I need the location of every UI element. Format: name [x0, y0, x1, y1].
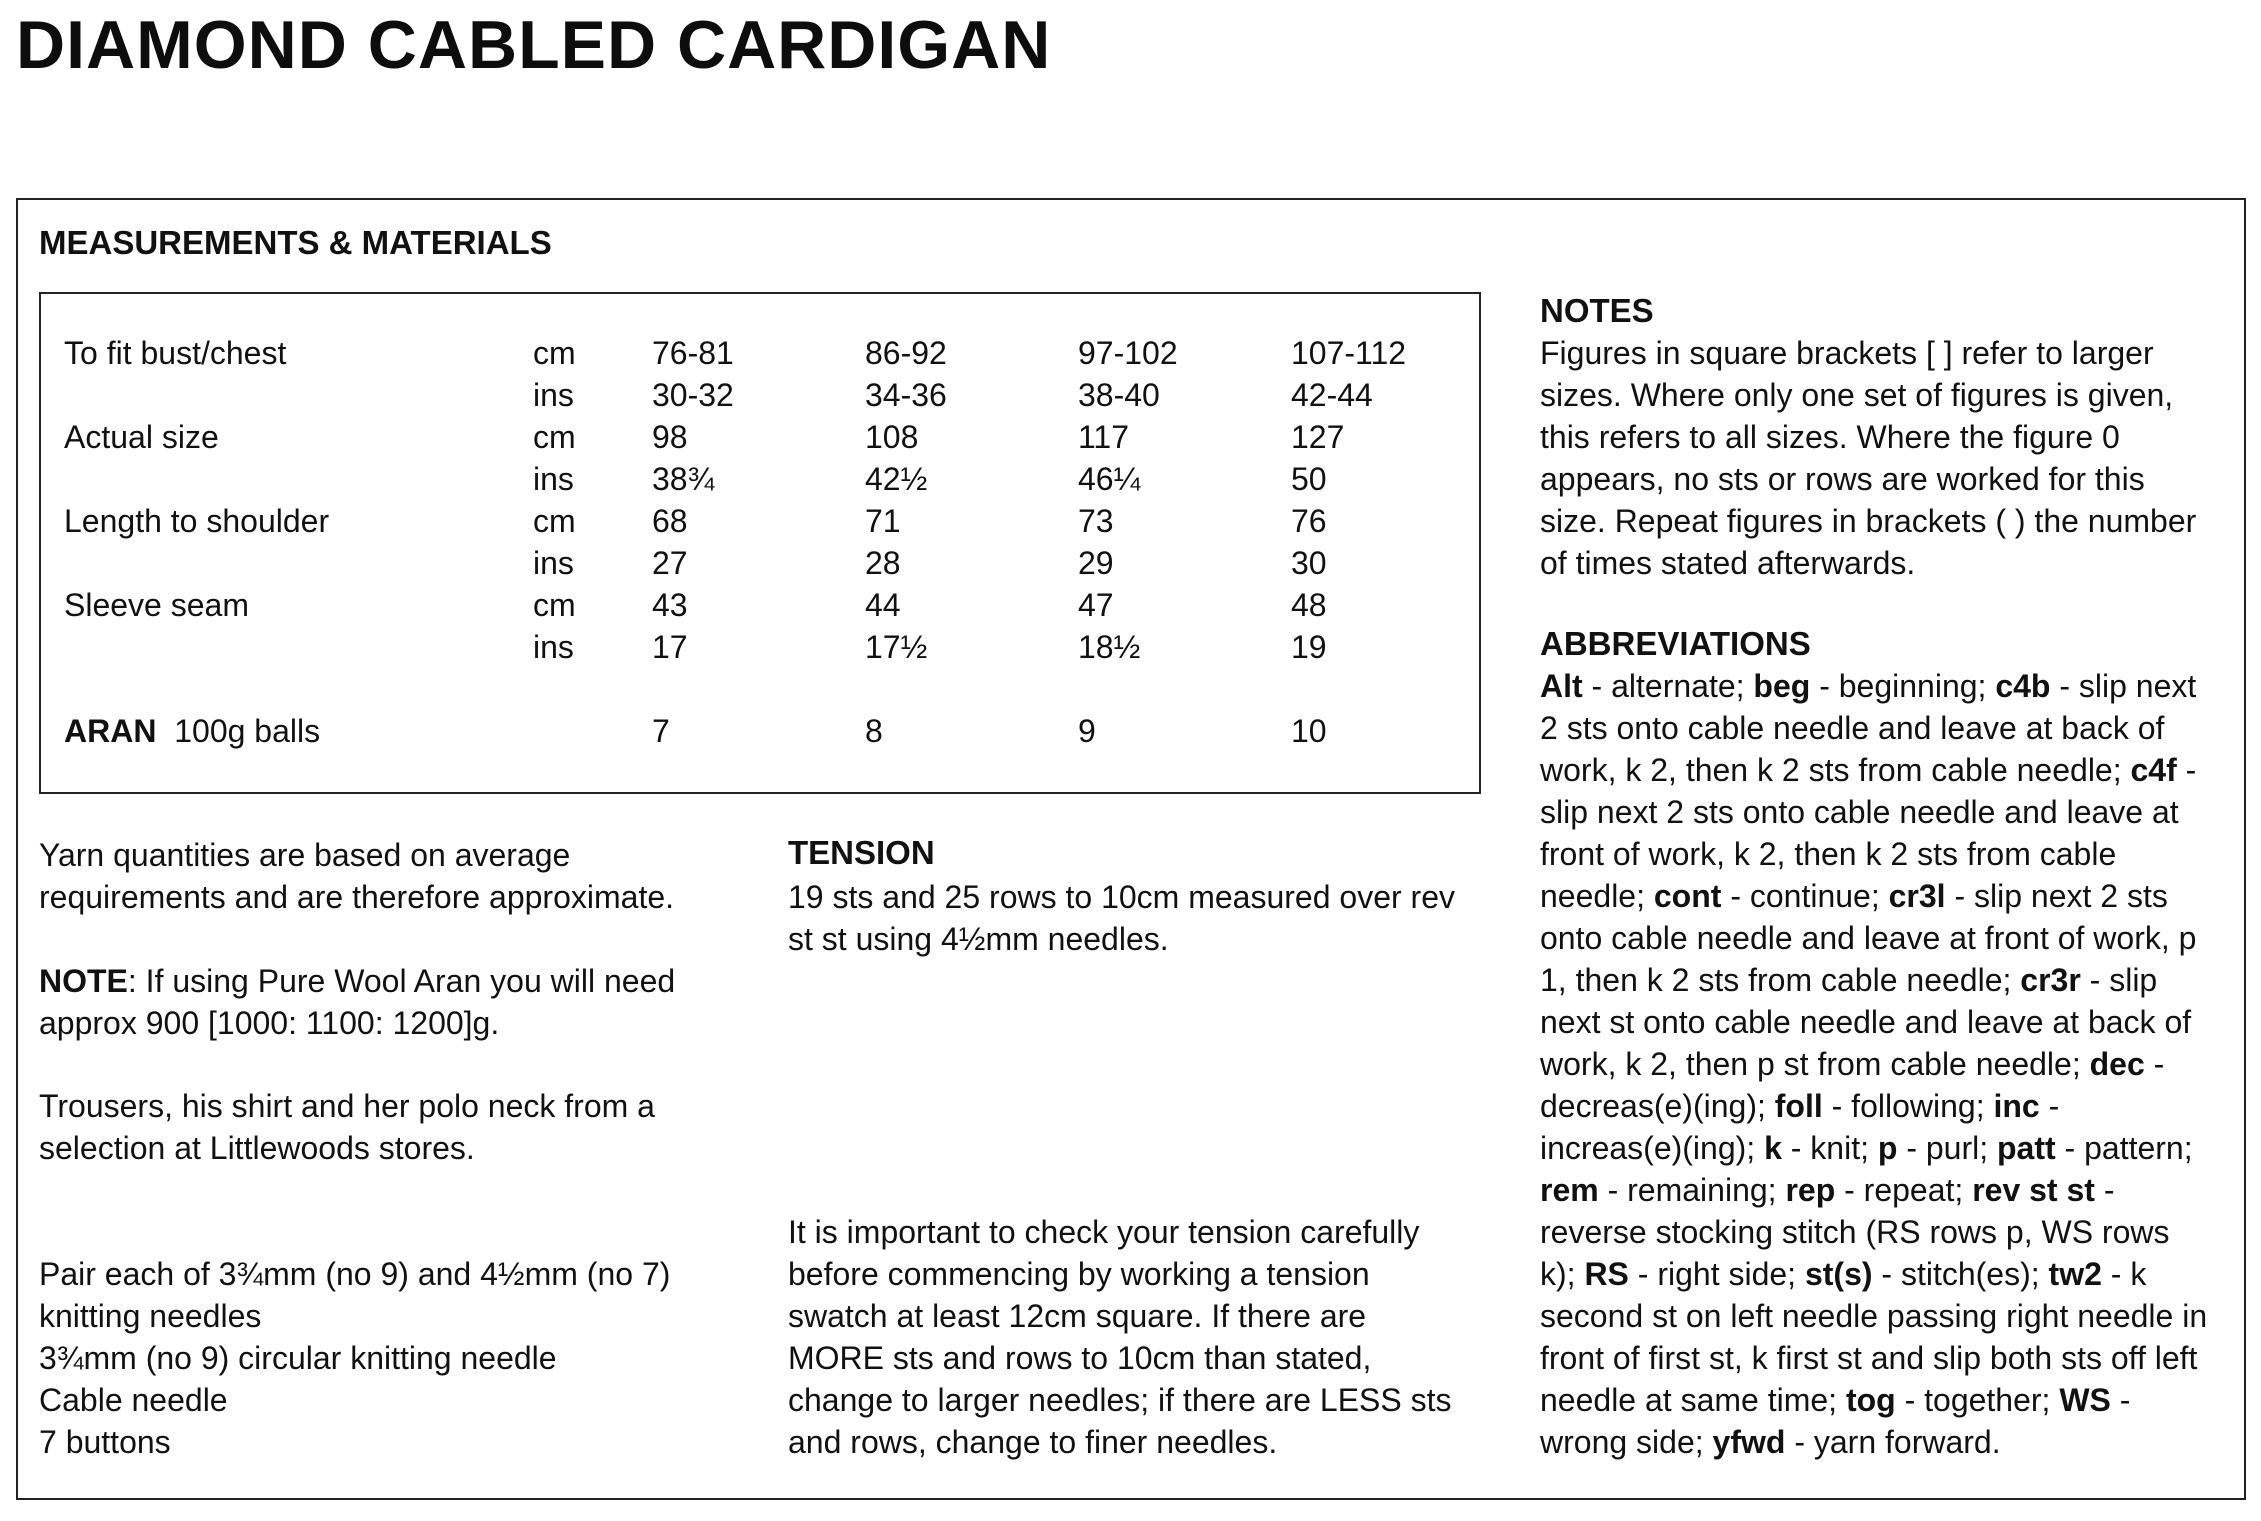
abbreviation-term: rem [1540, 1172, 1599, 1208]
yarn-ball-size: 100g balls [174, 713, 321, 749]
abbreviation-line [1540, 959, 2230, 1001]
row-label: Actual size [64, 419, 219, 455]
size-3-value: 46¼ [1078, 461, 1141, 497]
abbreviation-term: WS [2059, 1382, 2111, 1418]
abbreviation-definition: second st on left needle passing right needle in [1540, 1298, 2208, 1334]
size-2-value: 71 [865, 503, 901, 539]
note-label: NOTE [39, 963, 128, 999]
size-3-value: 18½ [1078, 629, 1141, 665]
abbreviation-term: cr3r [2020, 962, 2081, 998]
pure-wool-note [39, 960, 675, 1044]
abbreviation-definition: decreas(e)(ing); [1540, 1088, 1775, 1124]
size-1-value: 30-32 [652, 377, 734, 413]
text-line: It is important to check your tension carefully [788, 1214, 1420, 1250]
abbreviation-term: Alt [1540, 668, 1583, 704]
list-item: Pair each of 3¾mm (no 9) and 4½mm (no 7) [39, 1256, 671, 1292]
abbreviation-definition: - together; [1895, 1382, 2060, 1418]
abbreviation-line [1540, 1169, 2230, 1211]
size-4-value: 50 [1291, 461, 1327, 497]
measurements-table [39, 292, 1481, 794]
abbreviation-definition: 1, then k 2 sts from cable needle; [1540, 962, 2021, 998]
size-3-balls: 9 [1078, 713, 1096, 749]
materials-list [39, 1253, 670, 1463]
notes-text [1540, 332, 2230, 584]
text-line: before commencing by working a tension [788, 1256, 1370, 1292]
abbreviations-text [1540, 665, 2230, 1463]
text-line: 19 sts and 25 rows to 10cm measured over rev [788, 879, 1455, 915]
size-4-value: 76 [1291, 503, 1327, 539]
abbreviation-term: beg [1753, 668, 1811, 704]
size-3-value: 38-40 [1078, 377, 1160, 413]
abbreviation-term: dec [2089, 1046, 2145, 1082]
yarn-quantity-note [39, 834, 674, 918]
abbreviation-term: tog [1845, 1382, 1896, 1418]
table-row [41, 458, 1479, 500]
abbreviation-definition: reverse stocking stitch (RS rows p, WS rows [1540, 1214, 2170, 1250]
size-1-value: 38¾ [652, 461, 715, 497]
text-line: appears, no sts or rows are worked for this [1540, 461, 2145, 497]
size-1-value: 68 [652, 503, 688, 539]
abbreviation-term: foll [1774, 1088, 1823, 1124]
abbreviation-definition: - [2110, 1382, 2131, 1418]
yarn-name: ARAN [64, 713, 157, 749]
abbreviation-definition: work, k 2, then k 2 sts from cable needle; [1540, 752, 2131, 788]
row-unit: cm [533, 587, 576, 623]
abbreviation-definition: - alternate; [1582, 668, 1754, 704]
abbreviation-term: c4b [1995, 668, 2051, 704]
abbreviation-definition: - pattern; [2055, 1130, 2193, 1166]
abbreviation-definition: next st onto cable needle and leave at back of [1540, 1004, 2192, 1040]
row-unit: ins [533, 461, 574, 497]
abbreviation-term: patt [1997, 1130, 2056, 1166]
measurements-heading: MEASUREMENTS & MATERIALS [39, 224, 552, 261]
abbreviation-term: rep [1785, 1172, 1836, 1208]
abbreviation-definition: - right side; [1628, 1256, 1805, 1292]
abbreviation-line [1540, 875, 2230, 917]
abbreviation-definition: - [2176, 752, 2197, 788]
table-row [41, 500, 1479, 542]
page-title: DIAMOND CABLED CARDIGAN [16, 7, 1052, 83]
abbreviation-definition: - continue; [1721, 878, 1889, 914]
table-row [41, 542, 1479, 584]
size-3-value: 29 [1078, 545, 1114, 581]
table-row [41, 584, 1479, 626]
abbreviation-line [1540, 1337, 2230, 1379]
abbreviation-line [1540, 1253, 2230, 1295]
size-2-value: 108 [865, 419, 919, 455]
abbreviation-line [1540, 1379, 2230, 1421]
text-line: selection at Littlewoods stores. [39, 1130, 475, 1166]
size-2-value: 34-36 [865, 377, 947, 413]
abbreviation-line [1540, 749, 2230, 791]
abbreviation-definition: - remaining; [1598, 1172, 1786, 1208]
size-2-value: 28 [865, 545, 901, 581]
size-4-balls: 10 [1291, 713, 1327, 749]
size-2-value: 44 [865, 587, 901, 623]
size-4-value: 127 [1291, 419, 1345, 455]
text-line: and rows, change to finer needles. [788, 1424, 1278, 1460]
abbreviations-heading: ABBREVIATIONS [1540, 625, 1811, 662]
clothing-credits [39, 1085, 655, 1169]
abbreviation-term: cr3l [1888, 878, 1946, 914]
notes-heading: NOTES [1540, 292, 1654, 329]
text-line: Figures in square brackets [ ] refer to larger [1540, 335, 2154, 371]
text-line: Trousers, his shirt and her polo neck from a [39, 1088, 655, 1124]
abbreviation-definition: - knit; [1781, 1130, 1878, 1166]
abbreviation-line [1540, 1211, 2230, 1253]
abbreviation-line [1540, 1421, 2230, 1463]
abbreviation-definition: - following; [1822, 1088, 1994, 1124]
row-unit: cm [533, 335, 576, 371]
text-line: swatch at least 12cm square. If there are [788, 1298, 1367, 1334]
abbreviation-definition: work, k 2, then p st from cable needle; [1540, 1046, 2090, 1082]
abbreviation-term: inc [1993, 1088, 2040, 1124]
abbreviation-term: k [1764, 1130, 1782, 1166]
row-unit: ins [533, 545, 574, 581]
abbreviation-line [1540, 665, 2230, 707]
text-line: approx 900 [1000: 1100: 1200]g. [39, 1005, 500, 1041]
abbreviation-definition: - [2144, 1046, 2165, 1082]
row-unit: cm [533, 503, 576, 539]
abbreviation-definition: - slip next 2 sts [1945, 878, 2168, 914]
table-row [41, 416, 1479, 458]
text-line: MORE sts and rows to 10cm than stated, [788, 1340, 1372, 1376]
abbreviation-line [1540, 833, 2230, 875]
abbreviation-term: c4f [2130, 752, 2177, 788]
text-line: change to larger needles; if there are LESS sts [788, 1382, 1452, 1418]
abbreviation-definition: front of work, k 2, then k 2 sts from cable [1540, 836, 2117, 872]
tension-text [788, 876, 1455, 960]
size-1-value: 17 [652, 629, 688, 665]
row-unit: cm [533, 419, 576, 455]
abbreviation-definition: - [2039, 1088, 2060, 1124]
abbreviation-definition: slip next 2 sts onto cable needle and leave at [1540, 794, 2179, 830]
list-item: knitting needles [39, 1298, 262, 1334]
abbreviation-term: st(s) [1804, 1256, 1873, 1292]
text-line [39, 960, 675, 1002]
size-4-value: 42-44 [1291, 377, 1373, 413]
abbreviation-definition: front of first st, k first st and slip both sts off left [1540, 1340, 2198, 1376]
size-1-balls: 7 [652, 713, 670, 749]
row-unit: ins [533, 377, 574, 413]
row-unit: ins [533, 629, 574, 665]
tension-check-text [788, 1211, 1452, 1463]
size-3-value: 73 [1078, 503, 1114, 539]
list-item: 3¾mm (no 9) circular knitting needle [39, 1340, 557, 1376]
abbreviation-definition: 2 sts onto cable needle and leave at back of [1540, 710, 2165, 746]
note-text: : If using Pure Wool Aran you will need [127, 963, 676, 999]
size-2-balls: 8 [865, 713, 883, 749]
abbreviation-term: rev st st [1972, 1172, 2095, 1208]
abbreviation-line [1540, 1295, 2230, 1337]
text-line: requirements and are therefore approximate. [39, 879, 675, 915]
text-line: size. Repeat figures in brackets ( ) the number [1540, 503, 2197, 539]
abbreviation-definition: k); [1540, 1256, 1585, 1292]
list-item: Cable needle [39, 1382, 228, 1418]
row-label: Sleeve seam [64, 587, 249, 623]
size-4-value: 48 [1291, 587, 1327, 623]
table-row [41, 626, 1479, 668]
abbreviation-definition: needle at same time; [1540, 1382, 1846, 1418]
size-1-value: 27 [652, 545, 688, 581]
text-line: of times stated afterwards. [1540, 545, 1916, 581]
size-1-value: 43 [652, 587, 688, 623]
table-row [41, 374, 1479, 416]
abbreviation-definition: wrong side; [1540, 1424, 1713, 1460]
yarn-label [64, 710, 320, 752]
abbreviation-definition: - repeat; [1835, 1172, 1973, 1208]
size-2-value: 42½ [865, 461, 928, 497]
abbreviation-term: tw2 [2048, 1256, 2102, 1292]
size-2-value: 86-92 [865, 335, 947, 371]
text-line: st st using 4½mm needles. [788, 921, 1169, 957]
abbreviation-line [1540, 1085, 2230, 1127]
abbreviation-line [1540, 917, 2230, 959]
abbreviation-term: cont [1653, 878, 1722, 914]
size-4-value: 30 [1291, 545, 1327, 581]
tension-heading: TENSION [788, 834, 935, 871]
abbreviation-definition: - slip next [2050, 668, 2197, 704]
abbreviation-definition: - yarn forward. [1785, 1424, 2001, 1460]
abbreviation-term: yfwd [1712, 1424, 1786, 1460]
size-4-value: 107-112 [1291, 335, 1407, 371]
abbreviation-definition: - beginning; [1810, 668, 1996, 704]
yarn-row [41, 710, 1479, 752]
row-label: Length to shoulder [64, 503, 330, 539]
size-3-value: 117 [1078, 419, 1130, 455]
abbreviation-definition: needle; [1540, 878, 1654, 914]
abbreviation-line [1540, 1001, 2230, 1043]
text-line: sizes. Where only one set of figures is given, [1540, 377, 2174, 413]
abbreviation-definition: - k [2101, 1256, 2147, 1292]
abbreviation-line [1540, 791, 2230, 833]
abbreviation-term: p [1877, 1130, 1898, 1166]
abbreviation-line [1540, 707, 2230, 749]
abbreviation-definition: - [2094, 1172, 2115, 1208]
text-line: this refers to all sizes. Where the figure 0 [1540, 419, 2120, 455]
size-3-value: 47 [1078, 587, 1114, 623]
abbreviation-term: RS [1584, 1256, 1629, 1292]
size-3-value: 97-102 [1078, 335, 1178, 371]
text-line: Yarn quantities are based on average [39, 837, 571, 873]
abbreviation-definition: - slip [2080, 962, 2158, 998]
size-1-value: 98 [652, 419, 688, 455]
table-row [41, 332, 1479, 374]
abbreviation-line [1540, 1127, 2230, 1169]
list-item: 7 buttons [39, 1424, 171, 1460]
size-1-value: 76-81 [652, 335, 734, 371]
size-2-value: 17½ [865, 629, 928, 665]
abbreviation-line [1540, 1043, 2230, 1085]
row-label: To fit bust/chest [64, 335, 287, 371]
abbreviation-definition: onto cable needle and leave at front of work, p [1540, 920, 2197, 956]
abbreviation-definition: - purl; [1897, 1130, 1997, 1166]
size-4-value: 19 [1291, 629, 1327, 665]
abbreviation-definition: - stitch(es); [1872, 1256, 2049, 1292]
abbreviation-definition: increas(e)(ing); [1540, 1130, 1765, 1166]
